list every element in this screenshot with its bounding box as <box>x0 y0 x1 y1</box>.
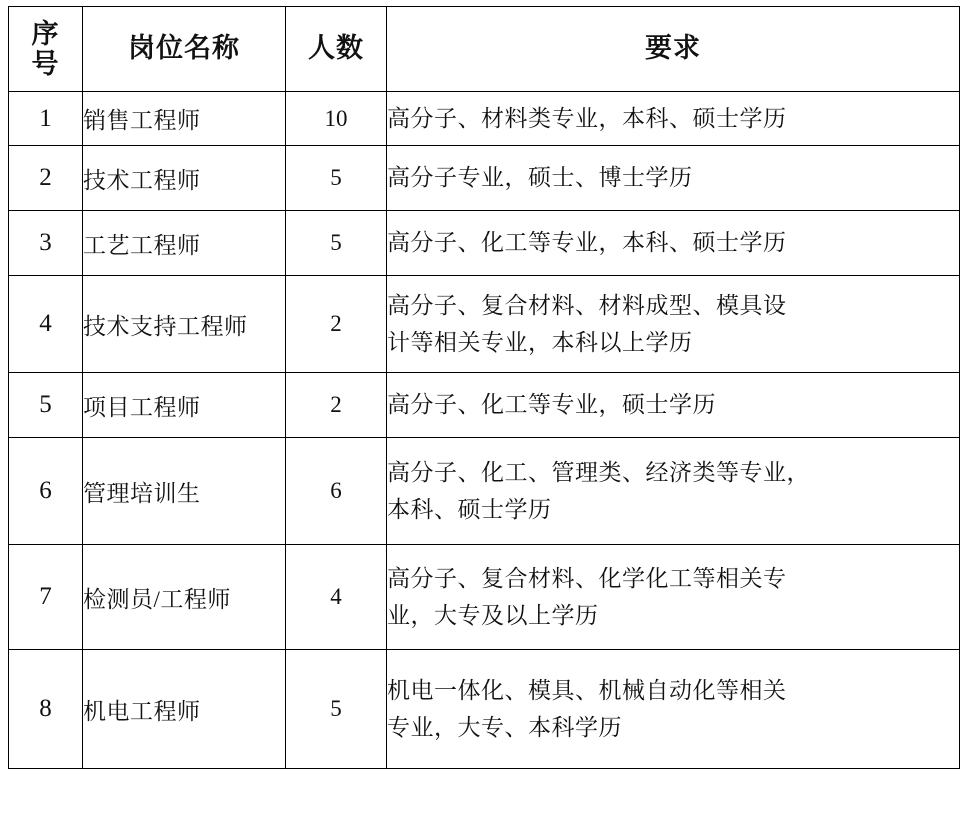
cell-no: 4 <box>9 276 83 373</box>
cell-count: 5 <box>286 146 387 211</box>
header-no-line1: 序 <box>31 18 60 49</box>
header-row <box>9 7 960 92</box>
cell-requirement <box>387 92 960 146</box>
requirement-line: 业，大专及以上学历 <box>387 603 599 628</box>
table-row <box>9 146 960 211</box>
cell-requirement <box>387 211 960 276</box>
requirement-line: 高分子专业，硕士、博士学历 <box>387 165 693 191</box>
cell-requirement <box>387 146 960 211</box>
cell-requirement <box>387 276 960 373</box>
cell-position: 技术支持工程师 <box>83 276 286 373</box>
table-row <box>9 211 960 276</box>
table-row <box>9 373 960 438</box>
requirement-line: 高分子、复合材料、化学化工等相关专 <box>387 565 787 591</box>
cell-no: 8 <box>9 650 83 769</box>
table-body <box>9 92 960 769</box>
requirement-line: 专业，大专、本科学历 <box>387 715 622 740</box>
cell-position: 管理培训生 <box>83 438 286 545</box>
header-cell-count: 人数 <box>286 7 387 92</box>
requirement-line: 计等相关专业，本科以上学历 <box>387 330 693 355</box>
header-cell-requirement: 要求 <box>387 7 960 92</box>
table-row <box>9 438 960 545</box>
cell-count: 2 <box>286 276 387 373</box>
cell-count: 5 <box>286 211 387 276</box>
cell-requirement <box>387 650 960 769</box>
cell-requirement <box>387 545 960 650</box>
cell-position: 项目工程师 <box>83 373 286 438</box>
header-cell-no <box>9 7 83 92</box>
cell-count: 2 <box>286 373 387 438</box>
cell-requirement <box>387 373 960 438</box>
requirement-line: 机电一体化、模具、机械自动化等相关 <box>387 677 787 703</box>
cell-position: 工艺工程师 <box>83 211 286 276</box>
requirement-line: 本科、硕士学历 <box>387 497 552 522</box>
header-no-line2: 号 <box>31 49 60 79</box>
table-row <box>9 650 960 769</box>
requirement-line: 高分子、化工、管理类、经济类等专业， <box>387 459 810 485</box>
header-cell-position: 岗位名称 <box>83 7 286 92</box>
table-row <box>9 276 960 373</box>
cell-no: 2 <box>9 146 83 211</box>
table-row <box>9 92 960 146</box>
cell-count: 4 <box>286 545 387 650</box>
table-row <box>9 545 960 650</box>
cell-no: 5 <box>9 373 83 438</box>
cell-count: 6 <box>286 438 387 545</box>
cell-count: 10 <box>286 92 387 146</box>
cell-position: 技术工程师 <box>83 146 286 211</box>
cell-requirement <box>387 438 960 545</box>
cell-no: 3 <box>9 211 83 276</box>
requirement-line: 高分子、化工等专业，硕士学历 <box>387 392 716 418</box>
cell-count: 5 <box>286 650 387 769</box>
requirement-line: 高分子、材料类专业，本科、硕士学历 <box>387 105 787 131</box>
cell-position: 检测员/工程师 <box>83 545 286 650</box>
table-header <box>9 7 960 92</box>
cell-no: 7 <box>9 545 83 650</box>
requirement-line: 高分子、化工等专业，本科、硕士学历 <box>387 230 787 256</box>
cell-position: 机电工程师 <box>83 650 286 769</box>
job-positions-table <box>8 6 960 769</box>
cell-position: 销售工程师 <box>83 92 286 146</box>
requirement-line: 高分子、复合材料、材料成型、模具设 <box>387 292 787 318</box>
cell-no: 1 <box>9 92 83 146</box>
cell-no: 6 <box>9 438 83 545</box>
